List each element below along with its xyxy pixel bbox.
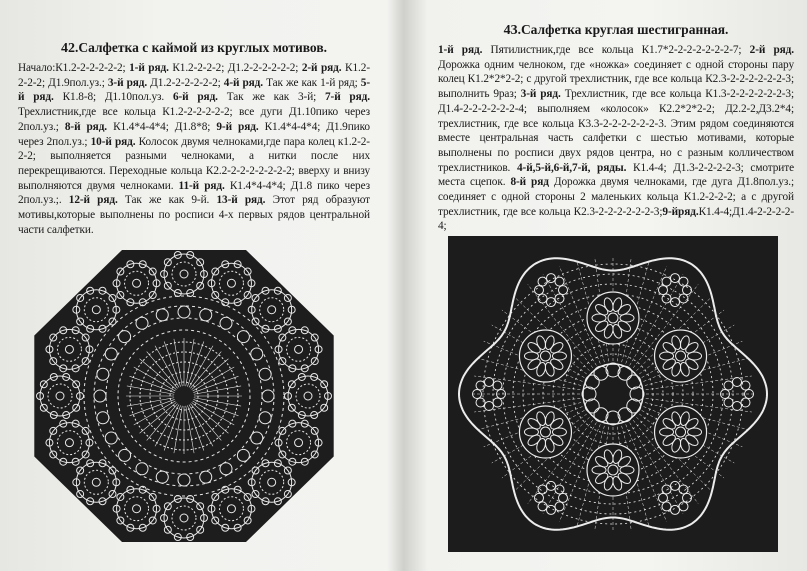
left-row-label: 10-й ряд. xyxy=(90,135,136,148)
left-row-label: 2-й ряд. xyxy=(301,62,342,74)
left-row-label: 7-й ряд. xyxy=(325,91,370,104)
left-row-label: 8-й ряд. xyxy=(64,120,108,133)
right-row-label: 3-й ряд. xyxy=(520,88,561,101)
left-row-label: 13-й ряд. xyxy=(216,194,266,207)
left-row-label: 5-й ряд. xyxy=(18,76,370,104)
right-instruction-text: К1.4-4; Д1.3-2-2-2-2-3; смотрите места сцепок. xyxy=(438,161,794,189)
right-row-label: 2-й ряд. xyxy=(749,44,794,56)
left-instruction-text: Так же как 1-й ряд; xyxy=(263,76,361,89)
right-instruction-text: Трехлистник, где все кольца К1.3-2-2-2-2-2-2-3; Д1.4-2-2-2-2-2-2-4; выполняем «колосок» К2.2*2*2-2; Д2.2-2,Д3.2*4; трехлистник, где все кольца К3.3-2-2-2-2-2-2-3. Этим рядом соединяются вместе центральная часть салфетки с шестью мотивами, которые выполнены по росписи двух рядов центра, но с разным колличеством трехлистников. xyxy=(438,88,794,174)
right-instruction-text: К1.4-4;Д1.4-2-2-2-2-4; xyxy=(438,205,794,233)
left-title-text: .Салфетка с каймой из круглых мотивов. xyxy=(74,40,328,55)
left-instruction-text: К1.4*4-4*4; Д1.8*8; xyxy=(107,120,217,133)
left-page-title xyxy=(18,40,370,57)
right-doily-photo xyxy=(448,236,778,552)
left-instruction-text: Трехлистник,где все кольца К1.2-2-2-2-2-2; все дуги Д1.10пико через 2пол.уз.; xyxy=(18,106,370,133)
left-instruction-text: К1.8-8; Д1.10пол.уз. xyxy=(53,91,173,104)
left-instruction-text: Этот ряд образуют мотивы,которые выполнены по росписи 4-х первых рядов центральной части салфетки. xyxy=(18,194,370,236)
left-instruction-text: Начало:К1.2-2-2-2-2-2; xyxy=(18,62,130,74)
left-instruction-text: К1.2-2-2-2; Д1.9пол.уз.; xyxy=(18,62,370,89)
left-row-label: 6-й ряд. xyxy=(172,91,218,104)
right-instruction-text: Дорожка одним челноком, где «ножка» соединяет с одной стороны пару колец К1.2*2*2-2; с другой трехлистник, где все кольца К2.3-2-2-2-2-2-2-3; выполнить 9раз; xyxy=(438,58,794,101)
left-row-label: 9-й ряд. xyxy=(216,120,259,133)
right-row-label: 8-й ряд xyxy=(510,176,549,189)
left-row-label: 12-й ряд. xyxy=(68,194,118,207)
right-instruction-text: Пятилистник,где все кольца К1.7*2-2-2-2-2-2-2-7; xyxy=(482,44,750,56)
right-title-text: .Салфетка круглая шестигранная. xyxy=(517,22,729,37)
left-row-label: 4-й ряд. xyxy=(223,76,264,89)
left-instruction-text: Д1.2-2-2-2-2-2; xyxy=(147,76,224,89)
left-instruction-text: К1.4*4-4*4; Д1.9пико через 2пол.уз.; xyxy=(18,120,370,148)
left-row-label: 1-й ряд. xyxy=(129,62,169,74)
right-row-label: 4-й,5-й,6-й,7-й, ряды. xyxy=(516,161,627,174)
left-doily-photo xyxy=(30,246,338,546)
right-page-instructions xyxy=(438,43,794,234)
right-page-title xyxy=(438,22,794,39)
left-instruction-text: Так же как 3-й; xyxy=(217,91,325,104)
left-row-label: 3-й ряд. xyxy=(107,76,148,89)
right-title-number: 43 xyxy=(503,23,518,38)
right-row-label: 9-йряд. xyxy=(662,205,699,218)
right-row-label: 1-й ряд. xyxy=(438,44,483,56)
left-instruction-text: К1.2-2-2-2; Д1.2-2-2-2-2-2; xyxy=(168,62,302,74)
left-instruction-text: Колосок двумя челноками,где пара колец к1.2-2-2-2; выполняется разными челноками, а нитки после них перекрещиваются. Переходные кольца К2.2-2-2-2-2-2-2-2; вверху и внизу выполняются двумя челноками. xyxy=(18,135,370,192)
left-instruction-text: Так же как 9-й. xyxy=(117,194,217,207)
right-instruction-text: Дорожка двумя челноками, где дуга Д1.8пол.уз.; соединяет с одной стороны 2 маленьких кольца К1.2-2-2-2; а с другой трехлистник, где все кольца К2.3-2-2-2-2-2-2-3; xyxy=(438,176,794,218)
left-title-number: 42 xyxy=(60,41,75,56)
left-row-label: 11-й ряд. xyxy=(178,179,225,192)
left-page-instructions xyxy=(18,61,370,237)
left-instruction-text: К1.4*4-4*4; Д1.8 пико через 2пол.уз.;. xyxy=(18,179,370,207)
